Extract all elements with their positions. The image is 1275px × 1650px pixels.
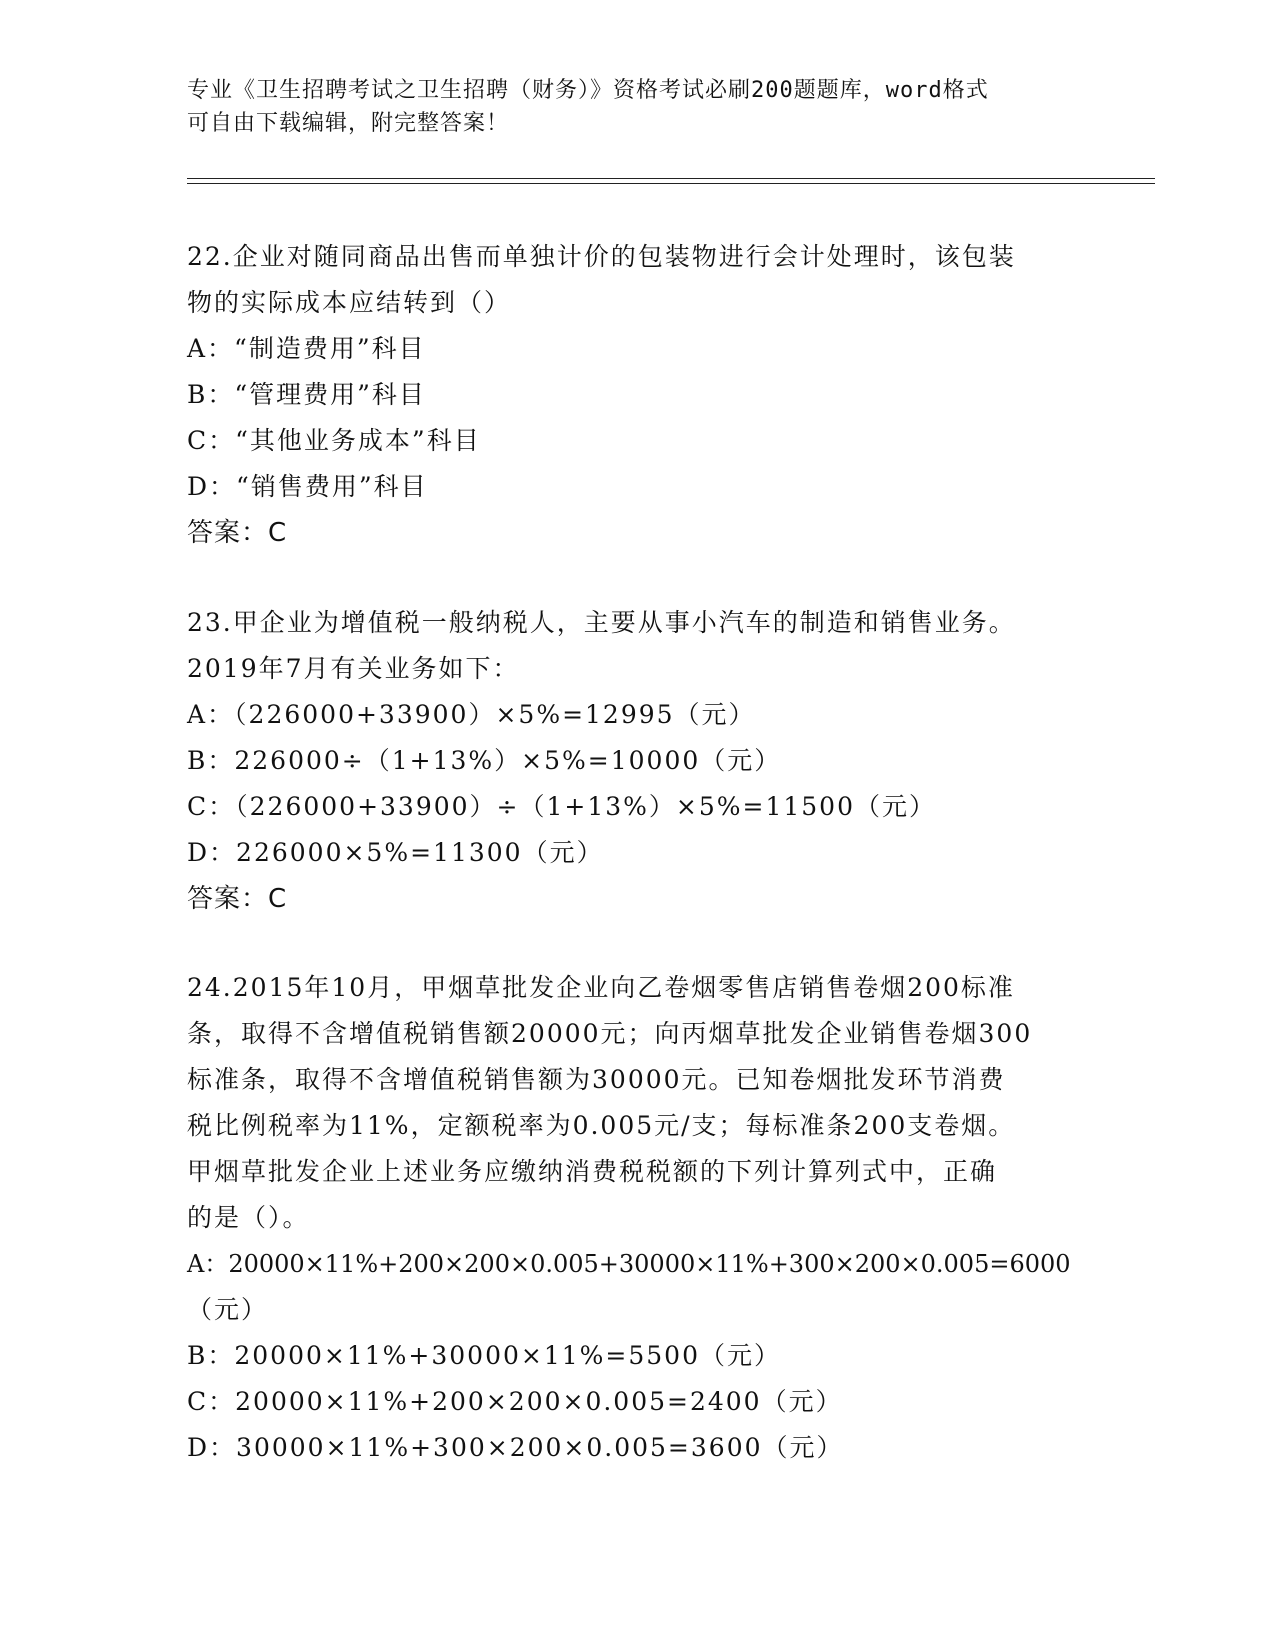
question-24 xyxy=(187,965,1087,1471)
option-a: A：“制造费用”科目 xyxy=(187,334,426,363)
answer-line: 答案：C xyxy=(187,884,288,914)
option-c: C：“其他业务成本”科目 xyxy=(187,426,481,455)
option-d: D：“销售费用”科目 xyxy=(187,472,428,501)
question-stem-line: 标准条，取得不含增值税销售额为30000元。已知卷烟批发环节消费 xyxy=(187,1065,1006,1094)
header-divider-top xyxy=(187,178,1155,179)
answer-line: 答案：C xyxy=(187,518,288,548)
question-23 xyxy=(187,600,1087,922)
option-b: B：226000÷（1+13%）×5%=10000（元） xyxy=(187,746,782,775)
option-c: C：（226000+33900）÷（1+13%）×5%=11500（元） xyxy=(187,792,936,821)
document-header xyxy=(187,74,1087,140)
question-stem-line: 24.2015年10月，甲烟草批发企业向乙卷烟零售店销售卷烟200标准 xyxy=(187,973,1015,1002)
question-stem-line: 的是（）。 xyxy=(187,1203,310,1232)
header-line-2: 可自由下载编辑，附完整答案！ xyxy=(187,111,510,136)
question-stem-line: 物的实际成本应结转到（） xyxy=(187,288,512,317)
option-c: C：20000×11%+200×200×0.005=2400（元） xyxy=(187,1387,843,1416)
question-stem-line: 条，取得不含增值税销售额20000元；向丙烟草批发企业销售卷烟300 xyxy=(187,1019,1033,1048)
option-d: D：226000×5%=11300（元） xyxy=(187,838,604,867)
header-line-1: 专业《卫生招聘考试之卫生招聘（财务）》资格考试必刷200题题库，word格式 xyxy=(187,78,989,103)
option-a: A：20000×11%+200×200×0.005+30000×11%+300×200×0.005=6000 xyxy=(187,1250,1071,1278)
question-stem-line: 2019年7月有关业务如下： xyxy=(187,654,520,683)
option-b: B：20000×11%+30000×11%=5500（元） xyxy=(187,1341,781,1370)
question-stem-line: 甲烟草批发企业上述业务应缴纳消费税税额的下列计算列式中，正确 xyxy=(187,1157,998,1186)
option-b: B：“管理费用”科目 xyxy=(187,380,426,409)
question-22 xyxy=(187,234,1087,556)
option-a: A：（226000+33900）×5%=12995（元） xyxy=(187,700,756,729)
question-stem-line: 22.企业对随同商品出售而单独计价的包装物进行会计处理时，该包装 xyxy=(187,242,1016,271)
option-d: D：30000×11%+300×200×0.005=3600（元） xyxy=(187,1433,844,1462)
option-a-continuation: （元） xyxy=(187,1295,269,1324)
header-divider-bottom xyxy=(187,183,1155,184)
question-stem-line: 税比例税率为11%，定额税率为0.005元/支；每标准条200支卷烟。 xyxy=(187,1111,1016,1140)
question-stem-line: 23.甲企业为增值税一般纳税人，主要从事小汽车的制造和销售业务。 xyxy=(187,608,1016,637)
